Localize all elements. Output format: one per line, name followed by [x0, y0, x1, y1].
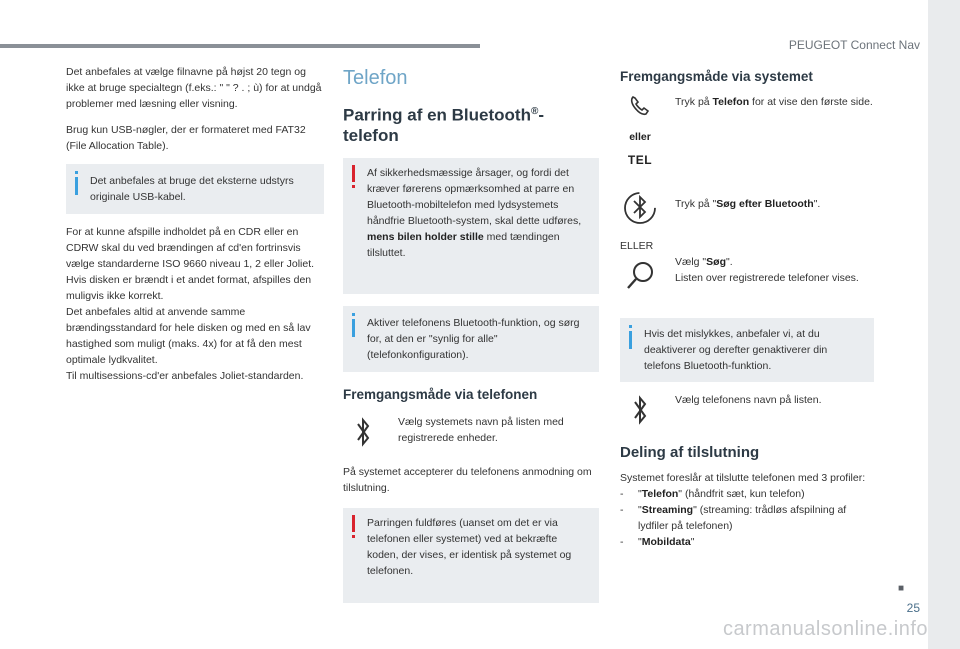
- system-step-4: [620, 392, 874, 430]
- tel-label: TEL: [627, 153, 653, 167]
- warning-icon: [352, 515, 355, 532]
- accept-request-text: På systemet accepterer du telefonens anmodning om tilslutning.: [343, 465, 592, 494]
- eller-caps: ELLER: [620, 240, 654, 252]
- list-item: - "Telefon" (håndfrit sæt, kun telefon): [620, 488, 805, 500]
- profile-list: [620, 486, 874, 550]
- warning-note-safety: [343, 158, 599, 294]
- system-procedure-heading: Fremgangsmåde via systemet: [620, 69, 813, 84]
- warning-icon: [352, 165, 355, 182]
- filename-advice: Det anbefales at vælge filnavne på højst 20 tegn og ikke at bruge specialtegn (f.eks.: " " ? . ; ù) for at undgå problemer med læsning eller visning.: [66, 66, 322, 110]
- info-note-bluetooth: [343, 306, 599, 372]
- phone-step-1: [343, 414, 599, 456]
- info-note-retry: [620, 318, 874, 382]
- bluetooth-icon: [343, 414, 383, 457]
- section-title: Telefon: [343, 67, 408, 89]
- page-number: 25: [906, 601, 920, 615]
- watermark: carmanualsonline.info: [722, 618, 928, 640]
- column-3: [620, 64, 874, 550]
- info-note-text: Aktiver telefonens Bluetooth-funktion, og sørg for, at den er "synlig for alle" (telefonkonfiguration).: [367, 316, 580, 361]
- column-2: [343, 64, 599, 603]
- header-rule: [0, 44, 480, 48]
- system-step-3-text: Vælg "Søg". Listen over registrerede telefoner vises.: [675, 256, 859, 284]
- info-note-text: Det anbefales at bruge det eksterne udstyrs originale USB-kabel.: [90, 175, 294, 203]
- bluetooth-icon: [620, 392, 660, 435]
- warning-note-text: Parringen fuldføres (uanset om det er via telefonen eller systemet) ved at bekræfte koden, der vises, er identisk på systemet og telefonen.: [367, 516, 572, 577]
- list-item: - "Mobildata": [620, 536, 695, 548]
- pairing-heading: Parring af en Bluetooth®- telefon: [343, 105, 545, 145]
- list-item: - "Streaming" (streaming: trådløs afspilning af lydfiler på telefonen): [620, 504, 847, 532]
- cd-speed-advice: Det anbefales altid at anvende samme brændingsstandard for hele disken og med en så lav hastighed som muligt (maks. 4x) for at få den mest optimale lydkvalitet.: [66, 306, 311, 366]
- page-sidebar: [928, 0, 960, 649]
- phone-step-1-text: Vælg systemets navn på listen med registrerede enheder.: [398, 415, 564, 444]
- phone-procedure-heading: Fremgangsmåde via telefonen: [343, 386, 538, 402]
- bluetooth-search-icon: [620, 188, 660, 233]
- info-note-usb-cable: [66, 164, 324, 214]
- system-step-2-text: Tryk på "Søg efter Bluetooth".: [675, 198, 821, 210]
- or-label: eller: [629, 131, 651, 143]
- system-step-2: [620, 196, 874, 236]
- warning-note-code: [343, 508, 599, 603]
- info-icon: [75, 177, 78, 195]
- header-title: PEUGEOT Connect Nav: [788, 38, 920, 52]
- info-icon: [352, 319, 355, 337]
- system-step-1: [620, 94, 874, 174]
- cd-format-warning: Hvis disken er brændt i et andet format, afspilles den muligvis ikke korrekt.: [66, 274, 312, 302]
- info-note-text: Hvis det mislykkes, anbefaler vi, at du deaktiverer og derefter genaktiverer din telefons Bluetooth-funktion.: [644, 328, 828, 372]
- magnifier-icon: [620, 258, 660, 299]
- info-icon: [629, 331, 632, 349]
- system-step-1-text: Tryk på Telefon for at vise den første side.: [675, 96, 873, 108]
- end-marker: ■: [898, 583, 905, 594]
- phone-handset-icon: [620, 94, 660, 167]
- cd-burning-advice: For at kunne afspille indholdet på en CDR eller en CDRW skal du ved brændingen af cd'en fortrinsvis vælge standarderne ISO 9660 niveau 1, 2 eller Joliet.: [66, 226, 315, 270]
- sharing-heading: Deling af tilslutning: [620, 444, 760, 461]
- usb-format-advice: Brug kun USB-nøgler, der er formateret med FAT32 (File Allocation Table).: [66, 124, 306, 152]
- multisession-advice: Til multisessions-cd'er anbefales Joliet-standarden.: [66, 370, 304, 382]
- warning-note-text: Af sikkerhedsmæssige årsager, og fordi det kræver førerens opmærksomhed at parre en Bluetooth-mobiltelefon med lydsystemets håndfrie Bluetooth-system, skal dette udføres, mens bilen holder stille med tændingen tilsluttet.: [367, 166, 582, 259]
- system-step-3: [620, 254, 874, 302]
- sharing-intro: Systemet foreslår at tilslutte telefonen med 3 profiler:: [620, 472, 866, 484]
- column-1: [66, 64, 324, 384]
- system-step-4-text: Vælg telefonens navn på listen.: [675, 394, 822, 406]
